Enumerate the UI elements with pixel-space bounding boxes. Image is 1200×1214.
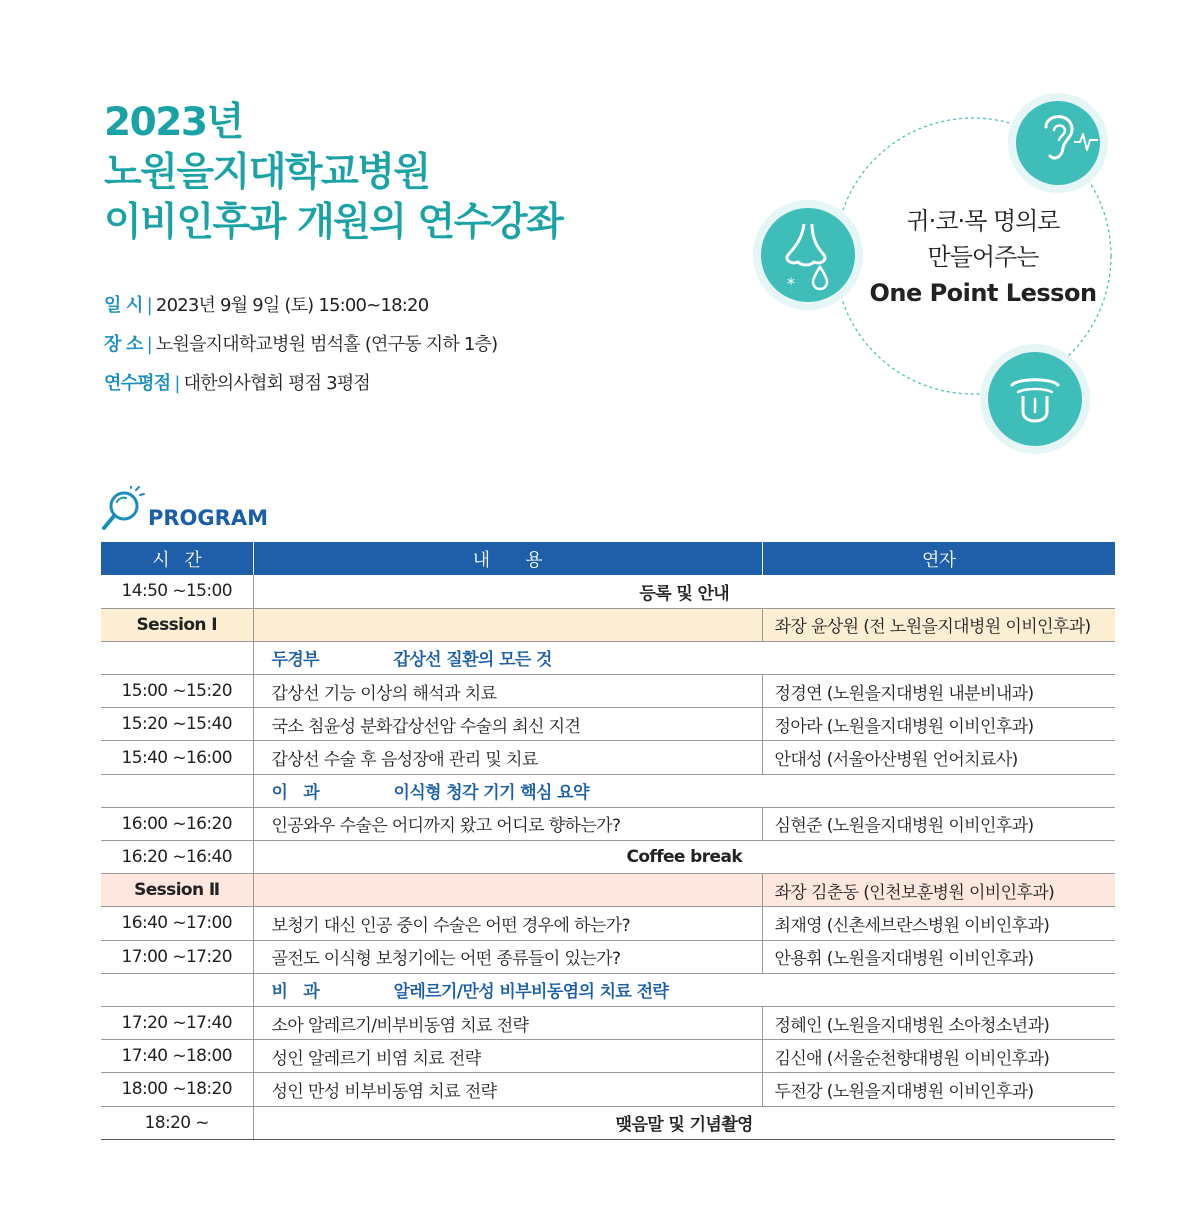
table-row: 15:20 ~15:40 국소 침윤성 분화갑상선암 수술의 최신 지견 정아라 (노원을지대병원 이비인후과): [101, 708, 1115, 741]
table-row: 17:40 ~18:00 성인 알레르기 비염 치료 전략 김신애 (서울순천향대병원 이비인후과): [101, 1040, 1115, 1073]
title-hospital: 노원을지대학교병원: [104, 150, 430, 195]
header-time: 시 간: [101, 542, 253, 575]
topic-row: 비 과 알레르기/만성 비부비동염의 치료 전략: [101, 973, 1115, 1006]
title-course: 이비인후과 개원의 연수강좌: [104, 200, 563, 245]
title-year: 2023년: [104, 100, 243, 145]
table-header: [101, 542, 1115, 575]
header-content: 내 용: [253, 542, 762, 575]
page-title: [104, 98, 562, 248]
throat-icon: [980, 344, 1090, 454]
session-row: Session Ⅱ 좌장 김춘동 (인천보훈병원 이비인후과): [101, 874, 1115, 907]
svg-text:*: *: [787, 274, 795, 293]
info-date: 일 시 | 2023년 9월 9일 (토) 15:00~18:20: [104, 295, 429, 316]
table-row: 17:20 ~17:40 소아 알레르기/비부비동염 치료 전략 정혜인 (노원을지대병원 소아청소년과): [101, 1006, 1115, 1039]
table-row: 16:20 ~16:40 Coffee break: [101, 841, 1115, 874]
info-place: 장 소 | 노원을지대학교병원 범석홀 (연구동 지하 1층): [104, 334, 498, 355]
header-speaker: 연자: [762, 542, 1115, 575]
tagline-line2: 만들어주는: [927, 243, 1039, 271]
table-row: 17:00 ~17:20 골전도 이식형 보청기에는 어떤 종류들이 있는가? 안용휘 (노원을지대병원 이비인후과): [101, 940, 1115, 973]
table-row: 14:50 ~15:00 등록 및 안내: [101, 575, 1115, 608]
table-row: 18:00 ~18:20 성인 만성 비부비동염 치료 전략 두전강 (노원을지대병원 이비인후과): [101, 1073, 1115, 1106]
topic-row: 이 과 이식형 청각 기기 핵심 요약: [101, 774, 1115, 807]
program-heading: [100, 486, 268, 536]
topic-row: 두경부 갑상선 질환의 모든 것: [101, 641, 1115, 674]
event-info: [104, 286, 497, 403]
ear-icon: [1008, 93, 1108, 193]
table-row: 15:00 ~15:20 갑상선 기능 이상의 해석과 치료 정경연 (노원을지대병원 내분비내과): [101, 675, 1115, 708]
table-row: 16:00 ~16:20 인공와우 수술은 어디까지 왔고 어디로 향하는가? 심현준 (노원을지대병원 이비인후과): [101, 807, 1115, 840]
table-row: 15:40 ~16:00 갑상선 수술 후 음성장애 관리 및 치료 안대성 (서울아산병원 언어치료사): [101, 741, 1115, 774]
program-label: PROGRAM: [148, 506, 268, 530]
tagline: [858, 203, 1108, 311]
session-row: Session Ⅰ 좌장 윤상원 (전 노원을지대병원 이비인후과): [101, 608, 1115, 641]
tagline-line1: 귀·코·목 명의로: [906, 207, 1060, 235]
table-row: 18:20 ~ 맺음말 및 기념촬영: [101, 1106, 1115, 1139]
table-row: 16:40 ~17:00 보청기 대신 인공 중이 수술은 어떤 경우에 하는가? 최재영 (신촌세브란스병원 이비인후과): [101, 907, 1115, 940]
nose-icon: [753, 200, 863, 310]
magnifier-icon: [100, 486, 146, 534]
tagline-line3: One Point Lesson: [869, 279, 1097, 307]
info-credit: 연수평점 | 대한의사협회 평점 3평점: [104, 373, 370, 394]
program-table: [101, 542, 1115, 1140]
